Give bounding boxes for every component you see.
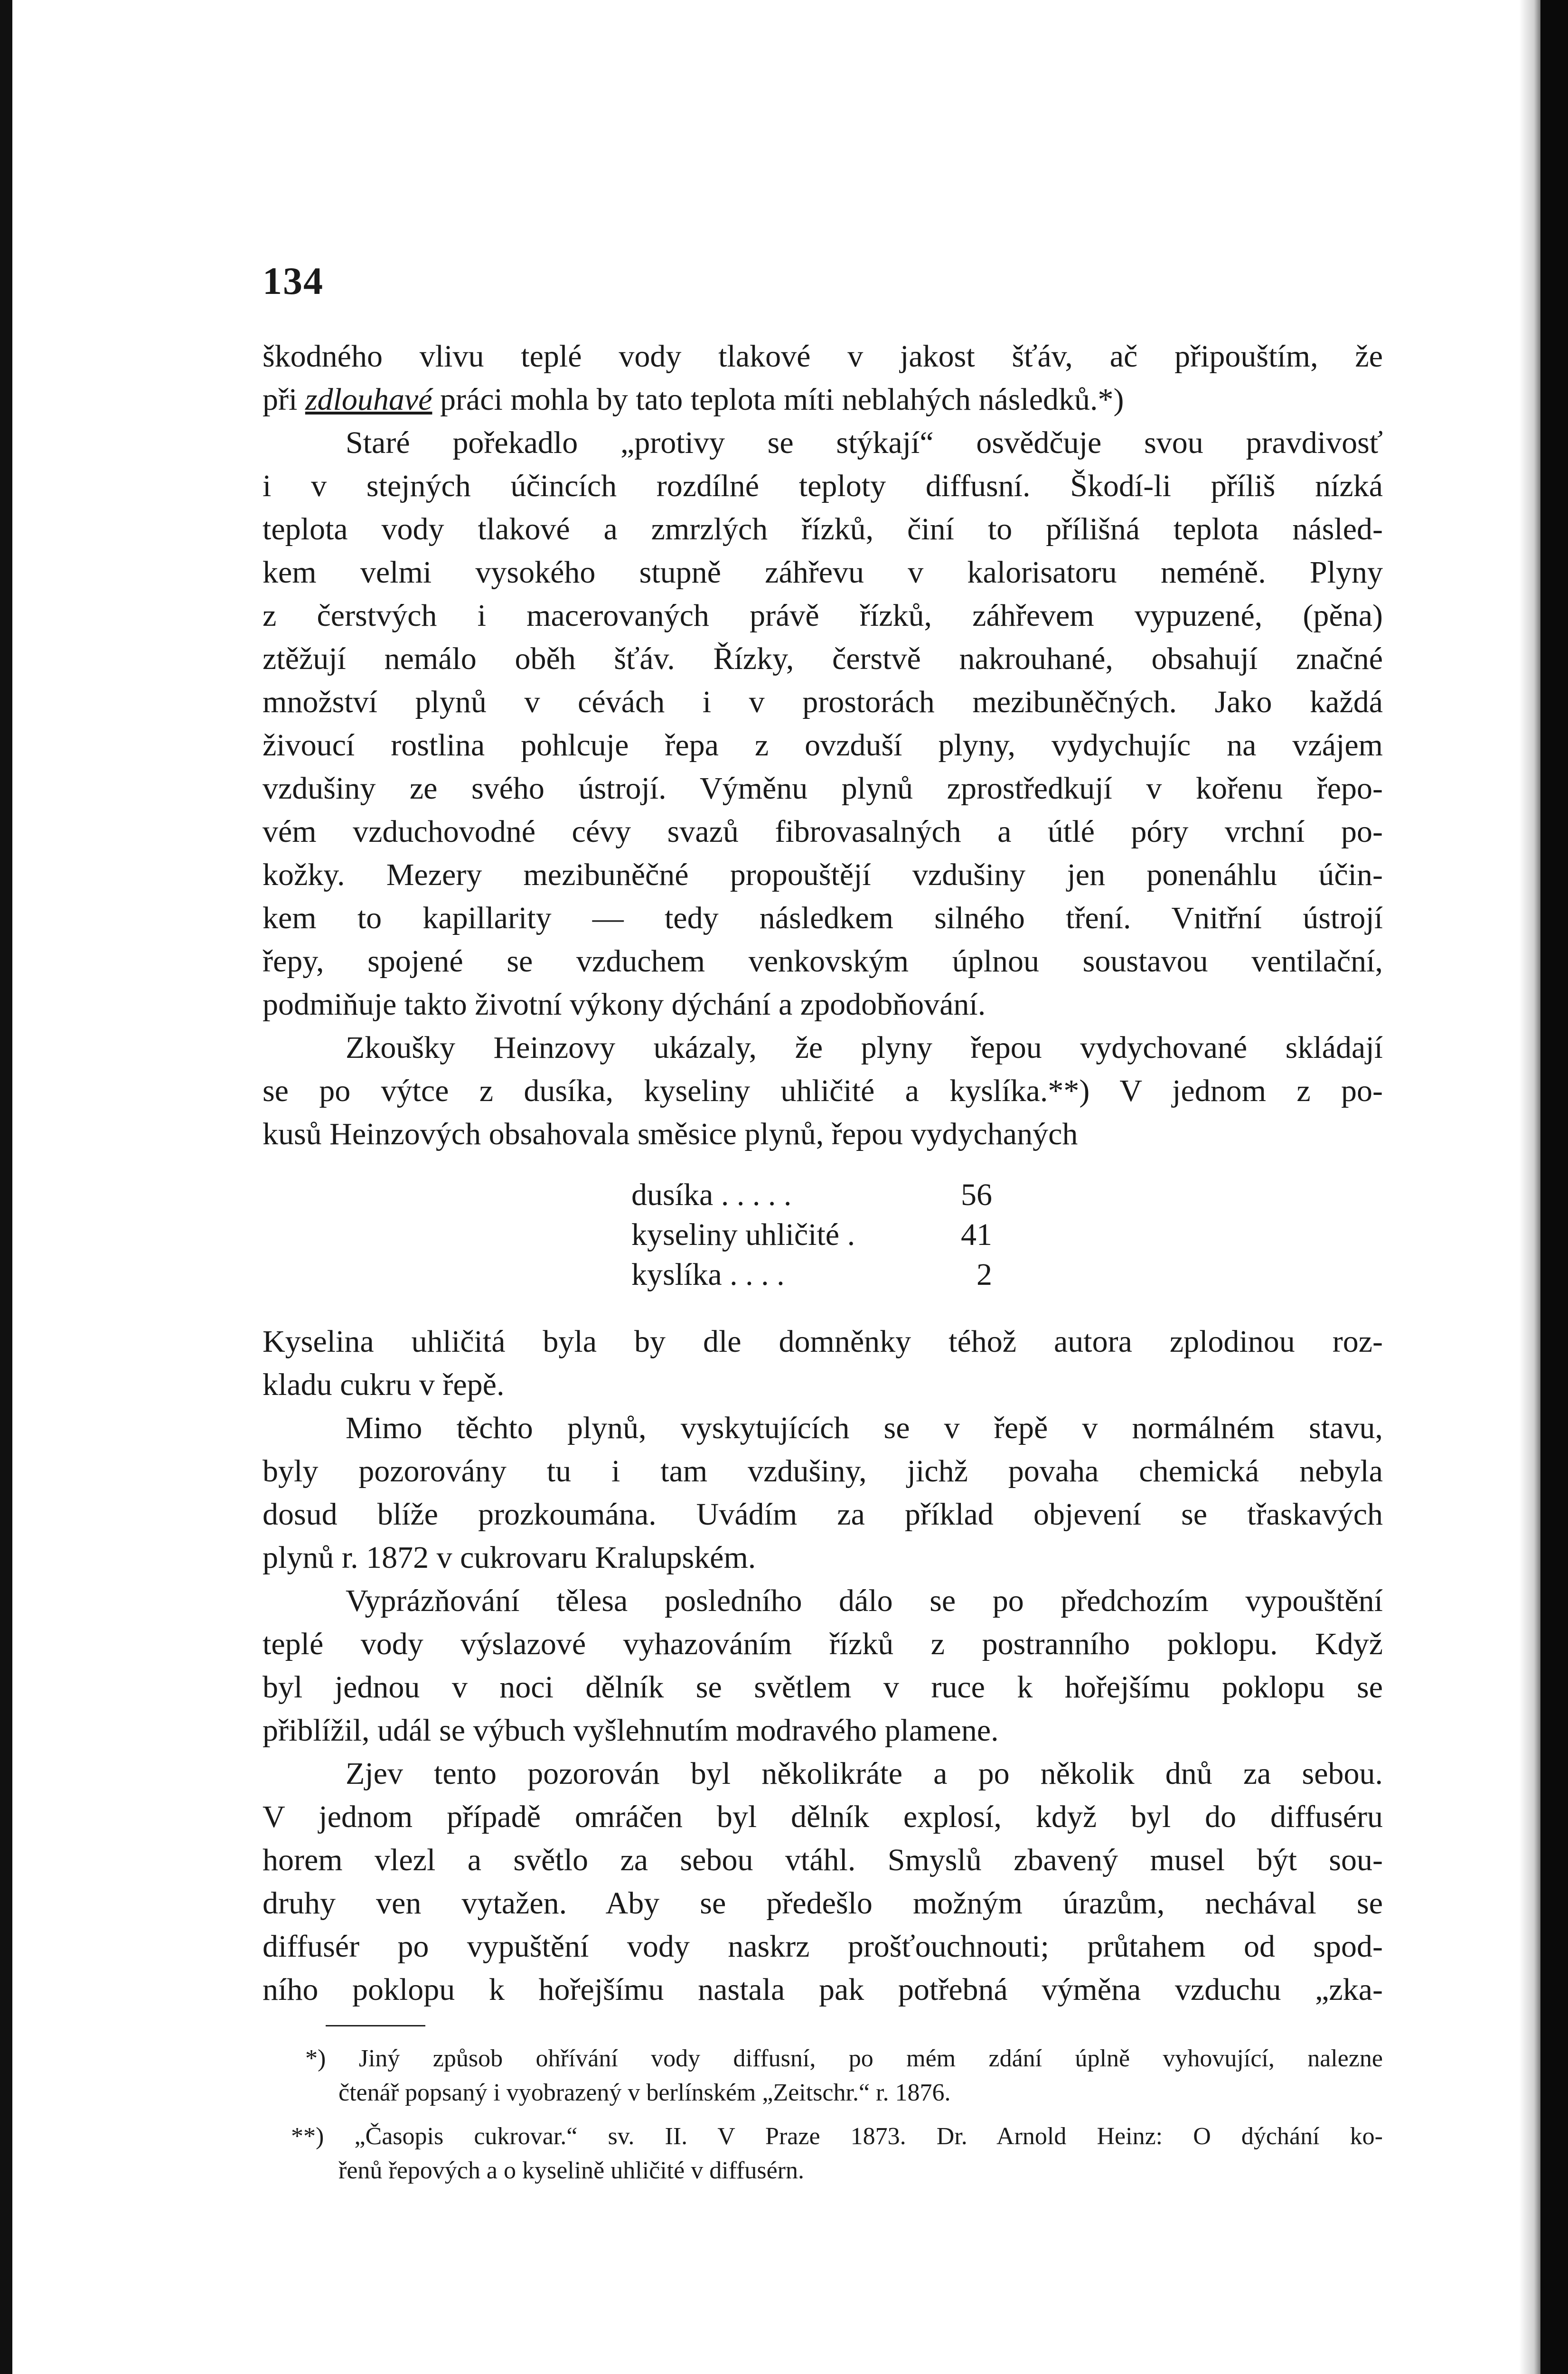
table-row bbox=[631, 1215, 992, 1255]
main-text-block bbox=[263, 335, 1383, 1156]
text-line: vém vzduchovodné cévy svazů fibrovasalných a útlé póry vrchní po- bbox=[263, 814, 1383, 849]
text-fragment: při bbox=[263, 382, 305, 417]
text-line: teplota vody tlakové a zmrzlých řízků, činí to přílišná teplota násled- bbox=[263, 512, 1383, 546]
table-row bbox=[631, 1175, 992, 1215]
scan-page-edge-shadow bbox=[1519, 0, 1540, 2374]
text-line: i v stejných účincích rozdílné teploty diffusní. Škodí-li příliš nízká bbox=[263, 469, 1383, 503]
gas-label: dusíka . . . . . bbox=[631, 1178, 792, 1212]
gas-label: kyseliny uhličité . bbox=[631, 1217, 855, 1252]
text-line: z čerstvých i macerovaných právě řízků, záhřevem vypuzené, (pěna) bbox=[263, 598, 1383, 633]
text-line: ního poklopu k hořejšímu nastala pak potřebná výměna vzduchu „zka- bbox=[263, 1972, 1383, 2007]
footnote-line: **) „Časopis cukrovar.“ sv. II. V Praze 1873. Dr. Arnold Heinz: O dýchání ko- bbox=[291, 2123, 1383, 2150]
text-line: Zjev tento pozorován byl několikráte a po několik dnů za sebou. bbox=[346, 1756, 1383, 1791]
text-line: V jednom případě omráčen byl dělník explosí, když byl do diffuséru bbox=[263, 1799, 1383, 1834]
text-line: množství plynů v cévách i v prostorách mezibuněčných. Jako každá bbox=[263, 685, 1383, 719]
emphasis-word: zdlouhavé bbox=[305, 382, 432, 417]
text-line: Vyprázňování tělesa posledního dálo se po předchozím vypouštění bbox=[346, 1583, 1383, 1618]
text-line: se po výtce z dusíka, kyseliny uhličité a kyslíka.**) V jednom z po- bbox=[263, 1074, 1383, 1108]
text-line: Staré pořekadlo „protivy se stýkají“ osvědčuje svou pravdivosť bbox=[346, 425, 1383, 460]
text-line: horem vlezl a světlo za sebou vtáhl. Smyslů zbavený musel být sou- bbox=[263, 1843, 1383, 1877]
text-line: podmiňuje takto životní výkony dýchání a zpodobňování. bbox=[263, 987, 986, 1022]
text-line: kem to kapillarity — tedy následkem silného tření. Vnitřní ústrojí bbox=[263, 901, 1383, 935]
text-line: řepy, spojené se vzduchem venkovským úplnou soustavou ventilační, bbox=[263, 944, 1383, 979]
gas-value: 56 bbox=[961, 1178, 992, 1212]
gas-composition-table bbox=[631, 1175, 992, 1295]
text-line: živoucí rostlina pohlcuje řepa z ovzduší plyny, vydychujíc na vzájem bbox=[263, 728, 1383, 763]
text-line: kožky. Mezery mezibuněčné propouštějí vzdušiny jen ponenáhlu účin- bbox=[263, 857, 1383, 892]
main-text-block-continued bbox=[263, 1320, 1383, 2011]
text-line: vzdušiny ze svého ústrojí. Výměnu plynů zprostředkují v kořenu řepo- bbox=[263, 771, 1383, 806]
footnote-divider bbox=[326, 2025, 425, 2026]
text-line: ztěžují nemálo oběh šťáv. Řízky, čerstvě nakrouhané, obsahují značné bbox=[263, 641, 1383, 676]
scan-border-left bbox=[0, 0, 12, 2374]
text-line: přiblížil, udál se výbuch vyšlehnutím modravého plamene. bbox=[263, 1713, 999, 1748]
text-line: Kyselina uhličitá byla by dle domněnky téhož autora zplodinou roz- bbox=[263, 1324, 1383, 1359]
footnotes bbox=[263, 2042, 1383, 2188]
text-line: Zkoušky Heinzovy ukázaly, že plyny řepou vydychované skládají bbox=[346, 1030, 1383, 1065]
text-line: dosud blíže prozkoumána. Uvádím za příklad objevení se třaskavých bbox=[263, 1497, 1383, 1532]
gas-label: kyslíka . . . . bbox=[631, 1257, 785, 1292]
text-line: kladu cukru v řepě. bbox=[263, 1367, 505, 1402]
footnote-line: čtenář popsaný i vyobrazený v berlínském „Zeitschr.“ r. 1876. bbox=[338, 2079, 951, 2106]
text-line: teplé vody výslazové vyhazováním řízků z postranního poklopu. Když bbox=[263, 1627, 1383, 1661]
text-line bbox=[263, 378, 1383, 421]
footnote-line: *) Jiný způsob ohřívání vody diffusní, po mém zdání úplně vyhovující, nalezne bbox=[305, 2045, 1383, 2072]
text-line: kusů Heinzových obsahovala směsice plynů, řepou vydychaných bbox=[263, 1117, 1078, 1151]
text-line: diffusér po vypuštění vody naskrz prošťouchnouti; průtahem od spod- bbox=[263, 1929, 1383, 1964]
gas-value: 2 bbox=[976, 1257, 992, 1292]
footnote-line: řenů řepových a o kyselině uhličité v diffusérn. bbox=[338, 2157, 804, 2184]
text-line: byl jednou v noci dělník se světlem v ruce k hořejšímu poklopu se bbox=[263, 1670, 1383, 1705]
scan-border-right bbox=[1540, 0, 1568, 2374]
table-row bbox=[631, 1255, 992, 1295]
text-line: byly pozorovány tu i tam vzdušiny, jichž povaha chemická nebyla bbox=[263, 1454, 1383, 1488]
text-line: Mimo těchto plynů, vyskytujících se v řepě v normálném stavu, bbox=[346, 1411, 1383, 1445]
text-fragment: práci mohla by tato teplota míti neblahých následků.*) bbox=[432, 382, 1124, 417]
text-line: plynů r. 1872 v cukrovaru Kralupském. bbox=[263, 1540, 756, 1575]
page-number: 134 bbox=[263, 259, 324, 302]
text-line: kem velmi vysokého stupně záhřevu v kalorisatoru neméně. Plyny bbox=[263, 555, 1383, 590]
text-line: druhy ven vytažen. Aby se předešlo možným úrazům, nechával se bbox=[263, 1886, 1383, 1921]
gas-value: 41 bbox=[961, 1217, 992, 1252]
text-line: škodného vlivu teplé vody tlakové v jakost šťáv, ač připouštím, že bbox=[263, 339, 1383, 374]
